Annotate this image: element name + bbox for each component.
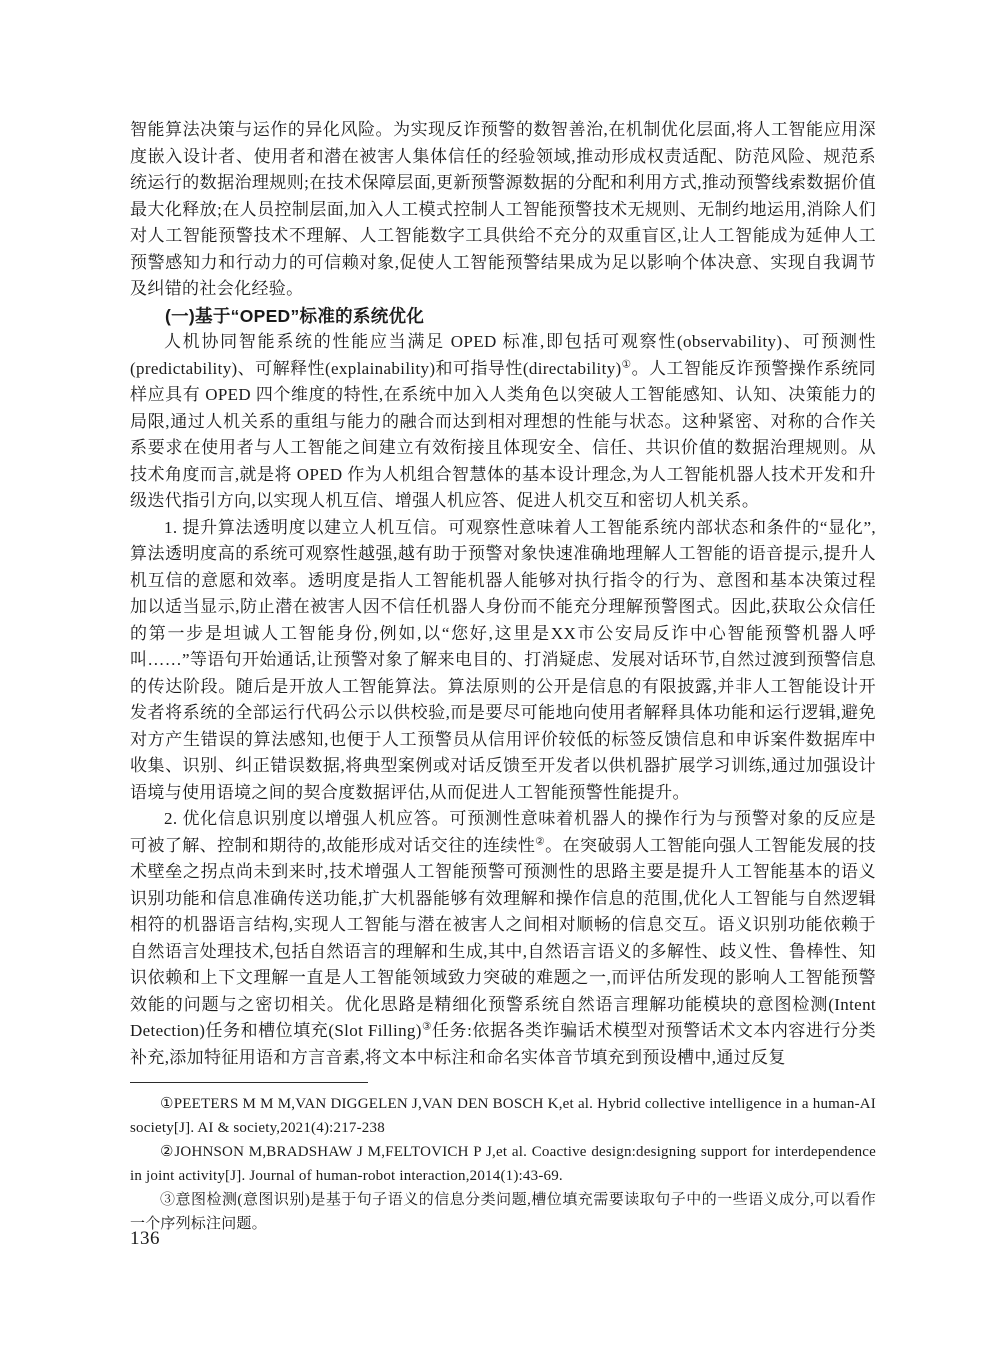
footnote-separator-rule bbox=[130, 1082, 368, 1083]
body-paragraph-2: 人机协同智能系统的性能应当满足 OPED 标准,即包括可观察性(observability)、可预测性(predictability)、可解释性(explainability)和可指导性(directability)①。人工智能反诈预警操作系统同样应具有 OPED 四个维度的特性,在系统中加入人类角色以突破人工智能感知、认知、决策能力的局限,通过人机关系的重组与能力的融合而达到相对理想的性能与状态。这种紧密、对称的合作关系要求在使用者与人工智能之间建立有效衔接且体现安全、信任、共识价值的数据治理规则。从技术角度而言,就是将 OPED 作为人机组合智慧体的基本设计理念,为人工智能机器人技术开发和升级迭代指引方向,以实现人机互信、增强人机应答、促进人机交互和密切人机关系。 bbox=[130, 332, 876, 510]
footnotes-section bbox=[130, 1082, 876, 1236]
article-body bbox=[130, 117, 876, 1071]
body-paragraph-3: 1. 提升算法透明度以建立人机互信。可观察性意味着人工智能系统内部状态和条件的“显化”,算法透明度高的系统可观察性越强,越有助于预警对象快速准确地理解人工智能的语音提示,提升人机互信的意愿和效率。透明度是指人工智能机器人能够对执行指令的行为、意图和基本决策过程加以适当显示,防止潜在被害人因不信任机器人身份而不能充分理解预警图式。因此,获取公众信任的第一步是坦诚人工智能身份,例如,以“您好,这里是XX市公安局反诈中心智能预警机器人呼叫……”等语句开始通话,让预警对象了解来电目的、打消疑虑、发展对话环节,自然过渡到预警信息的传达阶段。随后是开放人工智能算法。算法原则的公开是信息的有限披露,并非人工智能设计开发者将系统的全部运行代码公示以供校验,而是要尽可能地向使用者解释具体功能和运行逻辑,避免对方产生错误的算法感知,也便于人工预警员从信用评价较低的标签反馈信息和申诉案件数据库中收集、识别、纠正错误数据,将典型案例或对话反馈至开发者以供机器扩展学习训练,通过加强设计语境与使用语境之间的契合度数据评估,从而促进人工智能预警性能提升。 bbox=[130, 517, 876, 802]
page-number: 136 bbox=[130, 1228, 160, 1249]
body-paragraph-1: 智能算法决策与运作的异化风险。为实现反诈预警的数智善治,在机制优化层面,将人工智能应用深度嵌入设计者、使用者和潜在被害人集体信任的经验领域,推动形成权责适配、防范风险、规范系统运行的数据治理规则;在技术保障层面,更新预警源数据的分配和利用方式,推动预警线索数据价值最大化释放;在人员控制层面,加入人工模式控制人工智能预警技术无规则、无制约地运用,消除人们对人工智能预警技术不理解、人工智能数字工具供给不充分的双重盲区,让人工智能成为延伸人工预警感知力和行动力的可信赖对象,促使人工智能预警结果成为足以影响个体决意、实现自我调节及纠错的社会化经验。 bbox=[130, 120, 876, 298]
footnote-1: ①PEETERS M M M,VAN DIGGELEN J,VAN DEN BOSCH K,et al. Hybrid collective intelligence in a human-AI society[J]. AI & society,2021(4):217-238 bbox=[130, 1096, 876, 1136]
body-paragraph-4: 2. 优化信息识别度以增强人机应答。可预测性意味着机器人的操作行为与预警对象的反应是可被了解、控制和期待的,故能形成对话交往的连续性②。在突破弱人工智能向强人工智能发展的技术壁垒之拐点尚未到来时,技术增强人工智能预警可预测性的思路主要是提升人工智能基本的语义识别功能和信息准确传送功能,扩大机器能够有效理解和操作信息的范围,优化人工智能与自然逻辑相符的机器语言结构,实现人工智能与潜在被害人之间相对顺畅的信息交互。语义识别功能依赖于自然语言处理技术,包括自然语言的理解和生成,其中,自然语言语义的多解性、歧义性、鲁棒性、知识依赖和上下文理解一直是人工智能领域致力突破的难题之一,而评估所发现的影响人工智能预警效能的问题与之密切相关。优化思路是精细化预警系统自然语言理解功能模块的意图检测(Intent Detection)任务和槽位填充(Slot Filling)③任务:依据各类诈骗话术模型对预警话术文本内容进行分类补充,添加特征用语和方言音素,将文本中标注和命名实体音节填充到预设槽中,通过反复 bbox=[130, 809, 876, 1067]
footnote-2: ②JOHNSON M,BRADSHAW J M,FELTOVICH P J,et al. Coactive design:designing support for interdependence in joint activity[J]. Journal of human-robot interaction,2014(1):43-69. bbox=[130, 1144, 876, 1184]
footnote-3: ③意图检测(意图识别)是基于句子语义的信息分类问题,槽位填充需要读取句子中的一些语义成分,可以看作一个序列标注问题。 bbox=[130, 1192, 876, 1232]
section-heading-oped: (一)基于“OPED”标准的系统优化 bbox=[165, 305, 425, 326]
